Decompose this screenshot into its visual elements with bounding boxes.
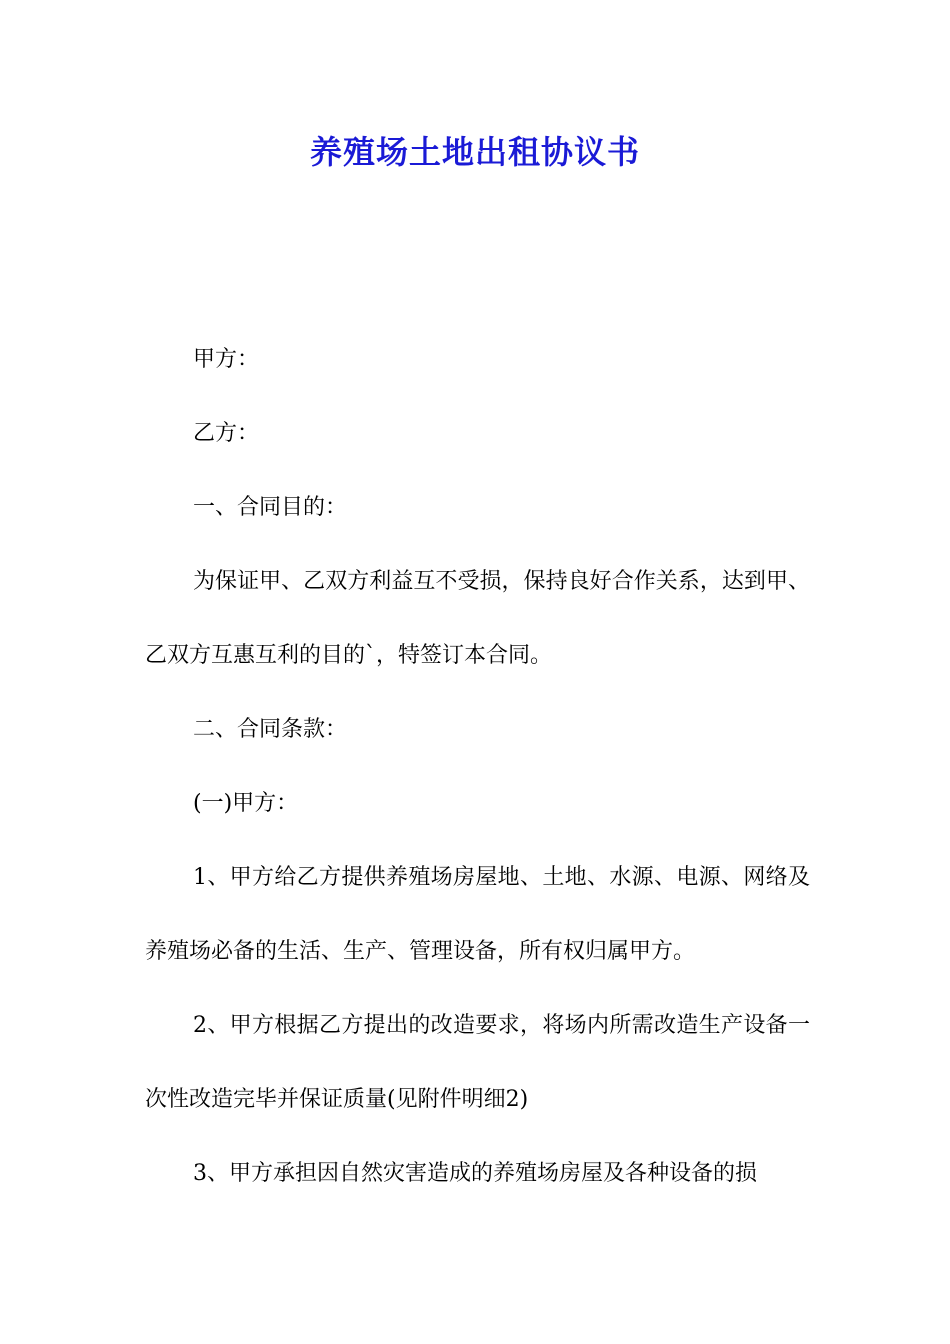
paragraph-party-a: 甲方： xyxy=(193,347,260,372)
paragraph-party-b: 乙方： xyxy=(193,421,260,446)
paragraph-clause-3: 3、甲方承担因自然灾害造成的养殖场房屋及各种设备的损 xyxy=(193,1161,757,1186)
paragraph-subsection-party-a: (一)甲方： xyxy=(193,791,299,816)
paragraph-clause-1: 1、甲方给乙方提供养殖场房屋地、土地、水源、电源、网络及养殖场必备的生活、生产、管理设备，所有权归属甲方。 xyxy=(145,865,810,964)
paragraph-section-2-heading: 二、合同条款： xyxy=(193,717,348,742)
document-title: 养殖场土地出租协议书 xyxy=(309,133,640,171)
paragraph-purpose: 为保证甲、乙双方利益互不受损，保持良好合作关系，达到甲、乙双方互惠互利的目的`，特签订本合同。 xyxy=(145,569,810,668)
paragraph-clause-2: 2、甲方根据乙方提出的改造要求，将场内所需改造生产设备一次性改造完毕并保证质量(见附件明细2) xyxy=(145,1013,810,1112)
paragraph-section-1-heading: 一、合同目的： xyxy=(193,495,348,520)
